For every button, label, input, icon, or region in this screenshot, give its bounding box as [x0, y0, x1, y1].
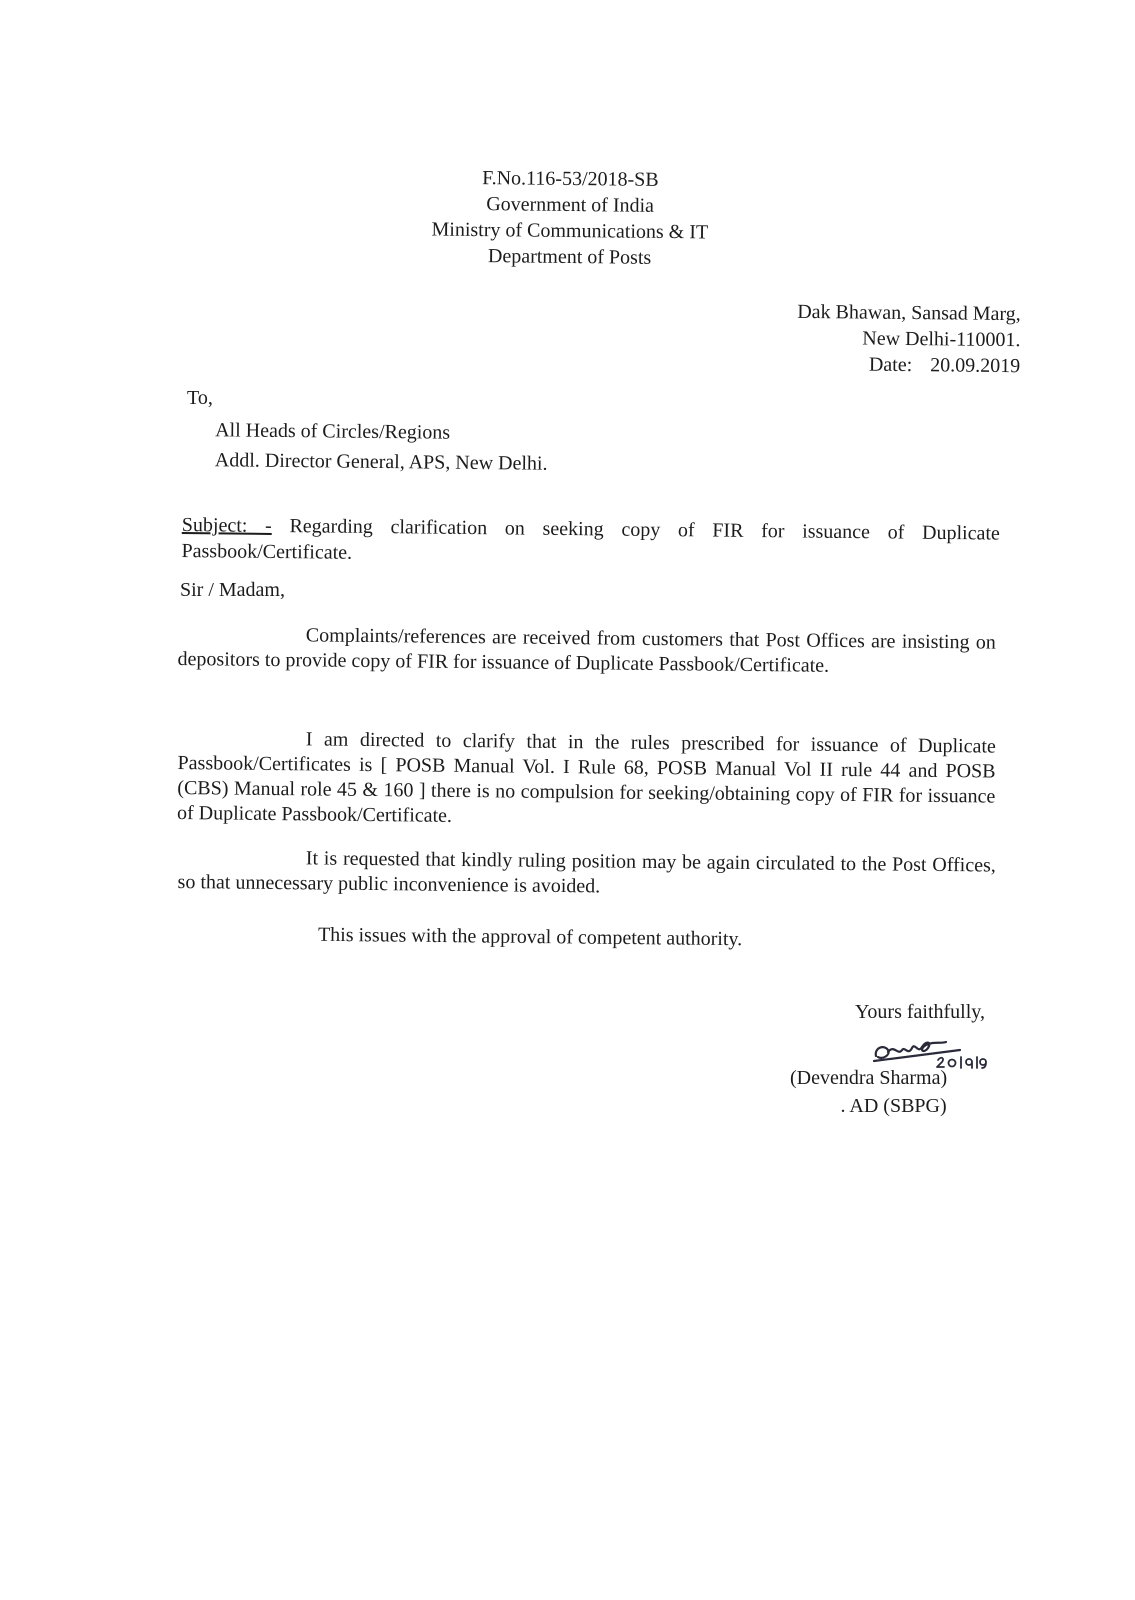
date-value: 20.09.2019 — [929, 354, 1020, 378]
signoff: Yours faithfully, — [854, 1001, 985, 1023]
signer-name: (Devendra Sharma) — [790, 1067, 948, 1089]
paragraph-clarification: I am directed to clarify that in the rules prescribed for issuance of Duplicate Passbook/Certificates is [ POSB Manual Vol. I Rule 68, POSB Manual Vol II rule 44 and POSB (CBS) Manual role 45 & 160 ] there is no compulsion for seeking/obtaining copy of FIR for issuance of Duplicate Passbook/Certificate. — [176, 728, 996, 827]
to-label: To, — [187, 387, 213, 409]
paragraph-complaints: Complaints/references are received from customers that Post Offices are insisting on depositors to provide copy of FIR for issuance of Duplicate Passbook/Certificate. — [177, 624, 996, 677]
ministry-name: Ministry of Communications & IT — [431, 218, 709, 244]
address-line-2: New Delhi-110001. — [861, 327, 1021, 352]
file-number: F.No.116-53/2018-SB — [482, 167, 659, 191]
letter-header — [339, 164, 800, 273]
subject-label: Subject: - — [181, 513, 272, 537]
address-line-1: Dak Bhawan, Sansad Marg, — [796, 300, 1021, 326]
recipient-2: Addl. Director General, APS, New Delhi. — [214, 449, 548, 475]
date-label: Date: — [868, 353, 912, 377]
approval-line: This issues with the approval of competent authority. — [317, 923, 743, 951]
date-line — [796, 351, 1020, 379]
subject-text: Regarding clarification on seeking copy of FIR for issuance of Duplicate Passbook/Certificate. — [181, 515, 1000, 564]
subject-line — [181, 512, 999, 573]
department-name: Department of Posts — [487, 245, 652, 269]
signer-designation: . AD (SBPG) — [840, 1095, 947, 1117]
government-name: Government of India — [486, 193, 655, 217]
sender-address — [796, 299, 1020, 379]
signer-block — [790, 1064, 947, 1120]
recipient-list — [215, 415, 548, 478]
paragraph-request: It is requested that kindly ruling position may be again circulated to the Post Offices, so that unnecessary public inconvenience is avoided. — [177, 847, 996, 898]
recipient-1: All Heads of Circles/Regions — [215, 419, 451, 444]
salutation: Sir / Madam, — [180, 579, 285, 601]
